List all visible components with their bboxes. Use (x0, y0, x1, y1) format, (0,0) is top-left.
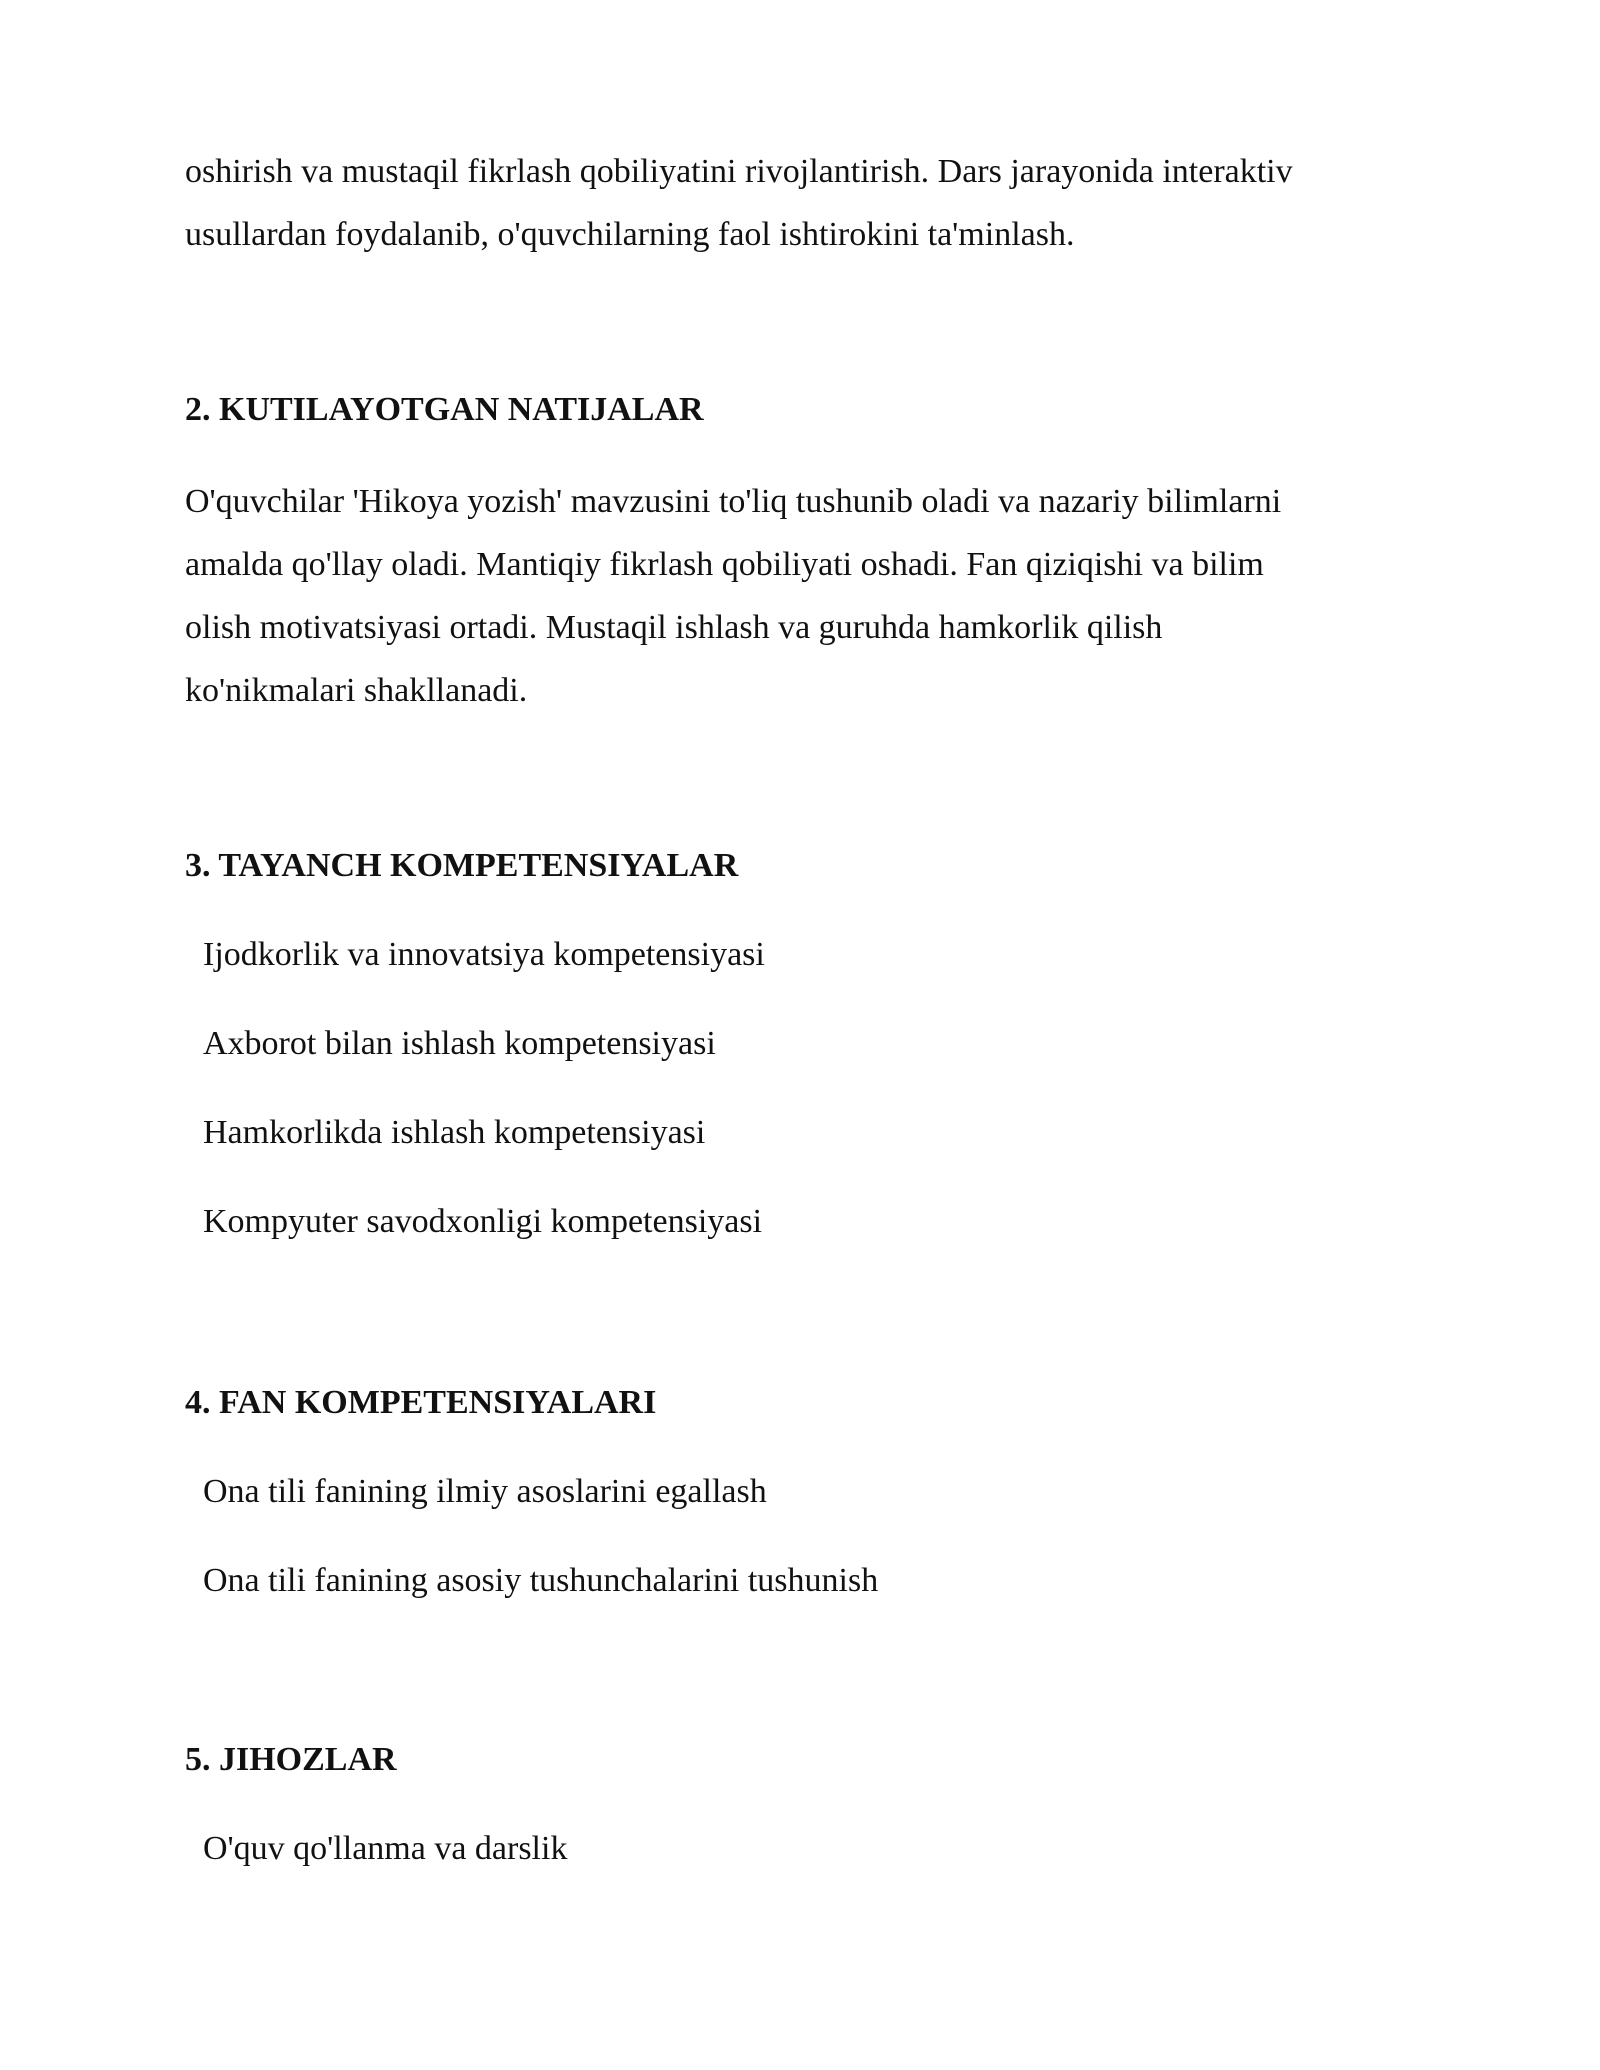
section-heading-fan-kompetensiyalari: 4. FAN KOMPETENSIYALARI (185, 1384, 657, 1421)
paragraph-line: ko'nikmalari shakllanadi. (185, 672, 528, 709)
section-heading-jihozlar: 5. JIHOZLAR (185, 1741, 397, 1778)
section-heading-tayanch-kompetensiyalar: 3. TAYANCH KOMPETENSIYALAR (185, 847, 739, 884)
paragraph-line: usullardan foydalanib, o'quvchilarning faol ishtirokini ta'minlash. (185, 216, 1075, 253)
list-item: Hamkorlikda ishlash kompetensiyasi (203, 1114, 706, 1151)
section-heading-kutilayotgan-natijalar: 2. KUTILAYOTGAN NATIJALAR (185, 391, 704, 428)
list-item: Ijodkorlik va innovatsiya kompetensiyasi (203, 936, 765, 973)
paragraph-line: amalda qo'llay oladi. Mantiqiy fikrlash qobiliyati oshadi. Fan qiziqishi va bilim (185, 546, 1264, 583)
paragraph-line: olish motivatsiyasi ortadi. Mustaqil ishlash va guruhda hamkorlik qilish (185, 609, 1163, 646)
list-item: Ona tili fanining asosiy tushunchalarini tushunish (203, 1562, 879, 1599)
list-item: Axborot bilan ishlash kompetensiyasi (203, 1025, 716, 1062)
list-item: Ona tili fanining ilmiy asoslarini egallash (203, 1473, 767, 1510)
natijalar-paragraph (185, 470, 1445, 722)
paragraph-line: oshirish va mustaqil fikrlash qobiliyatini rivojlantirish. Dars jarayonida interaktiv (185, 153, 1293, 190)
list-item: O'quv qo'llanma va darslik (203, 1830, 568, 1867)
paragraph-line: O'quvchilar 'Hikoya yozish' mavzusini to'liq tushunib oladi va nazariy bilimlarni (185, 483, 1282, 520)
list-item: Kompyuter savodxonligi kompetensiyasi (203, 1203, 763, 1240)
intro-paragraph (185, 140, 1445, 266)
